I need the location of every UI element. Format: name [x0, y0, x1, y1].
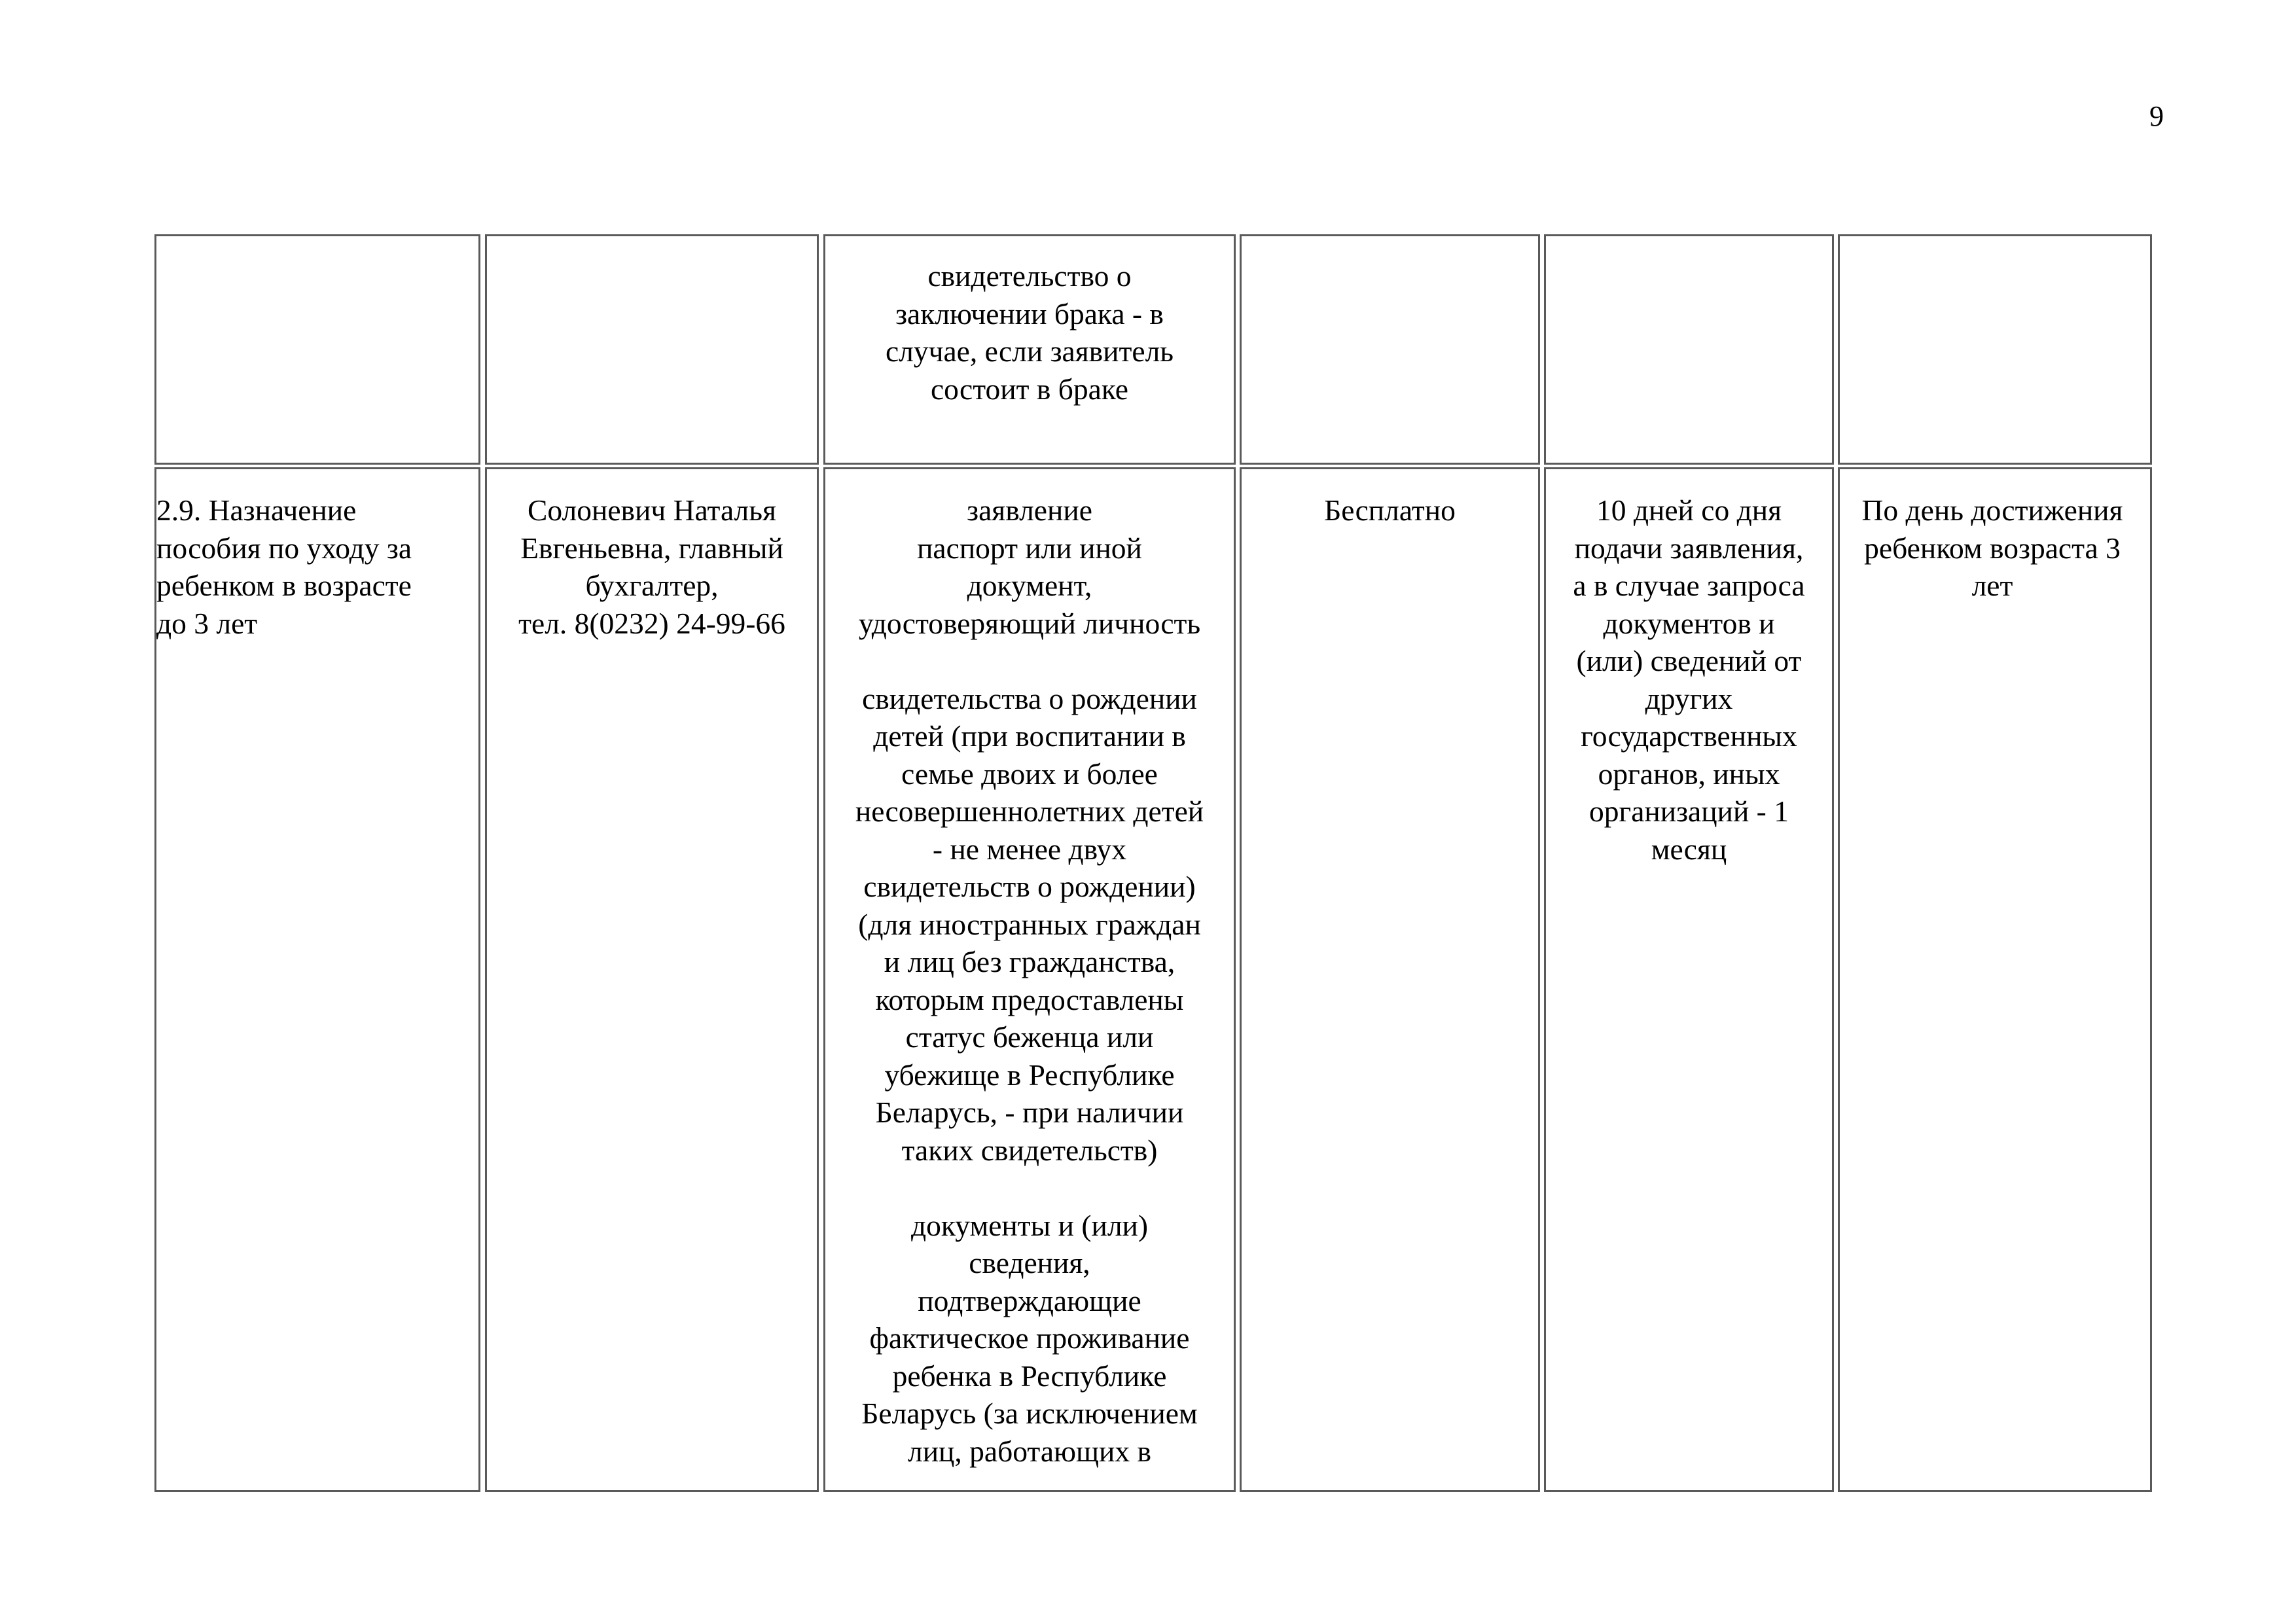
- table-cell-procedure: [154, 467, 480, 1492]
- table-cell-validity: [1838, 467, 2152, 1492]
- page-number: 9: [2149, 100, 2164, 132]
- table-cell-responsible: [485, 467, 819, 1492]
- cell-text: свидетельство о заключении брака - в случае, если заявитель состоит в браке: [885, 259, 1174, 406]
- term-text: 10 дней со дня подачи заявления, а в случае запроса документов и (или) сведений от других государственных органов, иных организаций - 1 месяц: [1573, 493, 1805, 866]
- table-cell-fee: [1240, 467, 1540, 1492]
- cell-text: [1242, 236, 1538, 257]
- table-cell: [1544, 234, 1834, 465]
- responsible-text: Солоневич Наталья Евгеньевна, главный бухгалтер, тел. 8(0232) 24-99-66: [518, 493, 785, 640]
- table-cell-documents: [823, 467, 1236, 1492]
- table-cell-term: [1544, 467, 1834, 1492]
- table-cell: [1838, 234, 2152, 465]
- table-cell-documents: [823, 234, 1236, 465]
- cell-text: [1546, 236, 1832, 257]
- fee-text: Бесплатно: [1324, 493, 1456, 527]
- table-cell: [485, 234, 819, 465]
- documents-text: заявление паспорт или иной документ, удостоверяющий личность свидетельства о рождении детей (при воспитании в семье двоих и более несовершеннолетних детей - не менее двух свидетельств о рождении) (для иностранных граждан и лиц без гражданства, которым предоставлены статус беженца или убежище в Республике Беларусь, - при наличии таких свидетельств) документы и (или) сведения, подтверждающие фактическое проживание ребенка в Республике Беларусь (за исключением лиц, работающих в: [855, 493, 1204, 1468]
- table-cell: [1240, 234, 1540, 465]
- cell-text: [156, 236, 478, 257]
- cell-text: [1840, 236, 2150, 257]
- validity-text: По день достижения ребенком возраста 3 лет: [1861, 493, 2123, 602]
- cell-text: [487, 236, 817, 257]
- table-cell: [154, 234, 480, 465]
- procedure-text: 2.9. Назначение пособия по уходу за ребенком в возрасте до 3 лет: [156, 493, 412, 640]
